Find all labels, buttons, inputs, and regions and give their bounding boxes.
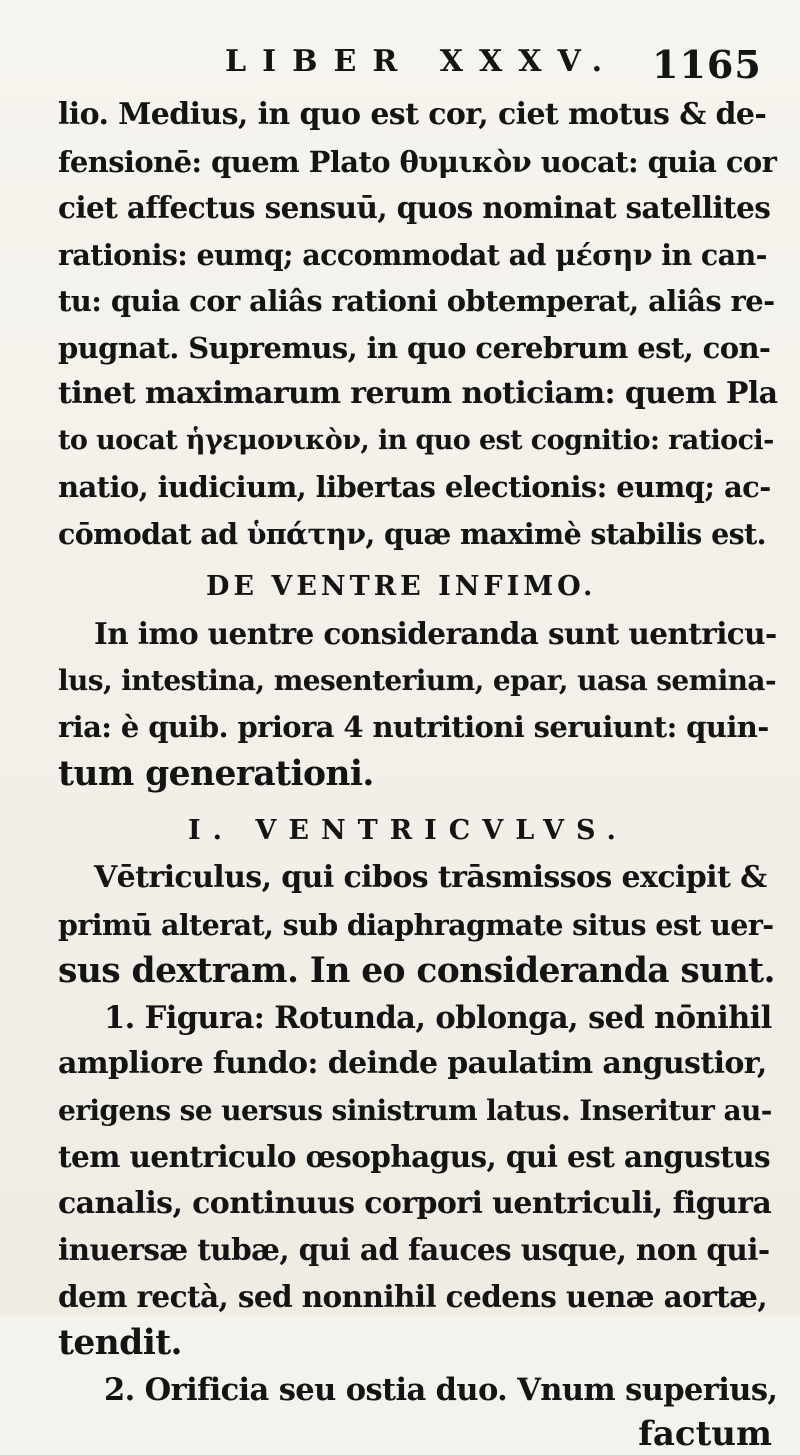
text-line: tem uentriculo œsophagus, qui est angustus: [58, 1139, 771, 1174]
text-line: ampliore fundo: deinde paulatim angustior,: [58, 1046, 767, 1081]
paragraph-5: [58, 1367, 778, 1414]
paragraph-2: [58, 611, 778, 797]
catchword: factum: [638, 1414, 772, 1454]
text-line: primū alterat, sub diaphragmate situs est uer-: [58, 907, 774, 942]
text-line: cōmodat ad ὑπάτην, quæ maximè stabilis est.: [58, 516, 766, 551]
section-heading-ventriculus: I. VENTRICVLVS.: [188, 815, 628, 846]
text-line: tu: quia cor aliâs rationi obtemperat, aliâs re-: [58, 284, 775, 318]
page-number: 1165: [652, 42, 762, 87]
text-line: rationis: eumq; accommodat ad μέσην in can-: [58, 237, 767, 272]
body-text: [58, 92, 778, 1455]
text-line: inuersæ tubæ, qui ad fauces usque, non qui-: [58, 1232, 770, 1267]
text-line: ciet affectus sensuū, quos nominat satellites: [58, 190, 771, 225]
text-line: 2. Orificia seu ostia duo. Vnum superius,: [104, 1371, 778, 1408]
running-head: LIBER XXXV.: [225, 44, 619, 79]
text-line: pugnat. Supremus, in quo cerebrum est, con-: [58, 330, 771, 365]
paragraph-1: [58, 92, 778, 557]
paragraph-4: [58, 995, 778, 1367]
page-header: [0, 42, 800, 92]
text-line: to uocat ἡγεμονικὸν, in quo est cognitio: ratioci-: [58, 424, 774, 456]
section-heading-de-ventre-infimo: DE VENTRE INFIMO.: [206, 571, 597, 602]
text-line: tendit.: [58, 1323, 182, 1363]
text-line: ria: è quib. priora 4 nutritioni seruiunt: quin-: [58, 710, 769, 744]
text-line: canalis, continuus corpori uentriculi, figura: [58, 1185, 772, 1221]
text-line: sus dextram. In eo consideranda sunt.: [58, 951, 775, 991]
text-line: tum generationi.: [58, 753, 374, 794]
text-line: natio, iudicium, libertas electionis: eumq; ac-: [58, 470, 771, 504]
paragraph-3: [58, 855, 778, 995]
text-line: In imo uentre consideranda sunt uentricu-: [94, 616, 777, 651]
text-line: 1. Figura: Rotunda, oblonga, sed nōnihil: [104, 999, 772, 1036]
text-line: lio. Medius, in quo est cor, ciet motus & de-: [58, 97, 767, 132]
text-line: erigens se uersus sinistrum latus. Inseritur au-: [58, 1093, 772, 1127]
text-line: lus, intestina, mesenterium, epar, uasa semina-: [58, 663, 776, 697]
text-line: Vētriculus, qui cibos trāsmissos excipit &: [94, 860, 767, 895]
text-line: dem rectà, sed nonnihil cedens uenæ aortæ,: [58, 1278, 768, 1314]
text-line: fensionē: quem Plato θυμικὸν uocat: quia cor: [58, 144, 777, 179]
text-line: tinet maximarum rerum noticiam: quem Pla: [58, 376, 778, 411]
